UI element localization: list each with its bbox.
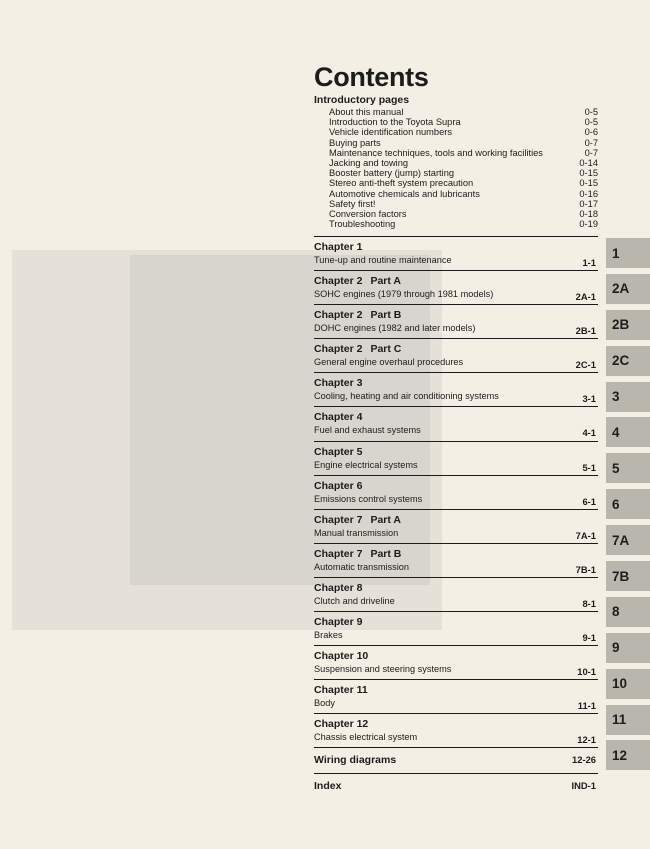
chapter-page: 12-1 xyxy=(577,734,596,746)
chapter-tab[interactable]: 2C xyxy=(606,346,650,376)
chapter-tab[interactable]: 12 xyxy=(606,740,650,770)
chapter-number: Chapter 8 xyxy=(314,581,363,594)
intro-label: Stereo anti-theft system precaution xyxy=(329,178,474,189)
chapter-page: 9-1 xyxy=(582,632,596,644)
intro-label: Safety first! xyxy=(329,198,376,209)
chapter-entry[interactable] xyxy=(314,270,598,304)
chapter-number: Chapter 3 xyxy=(314,377,363,390)
chapter-number: Chapter 7 xyxy=(314,547,363,560)
chapter-page: 11-1 xyxy=(577,700,596,712)
chapter-part: Part B xyxy=(370,309,402,322)
chapter-tab[interactable]: 2A xyxy=(606,274,650,304)
chapter-entry[interactable] xyxy=(314,475,598,509)
wiring-diagrams-entry[interactable] xyxy=(314,747,598,773)
chapter-page: 1-1 xyxy=(582,257,596,268)
chapter-title: Manual transmission xyxy=(314,527,399,538)
chapter-tab[interactable]: 3 xyxy=(606,382,650,412)
list-item[interactable] xyxy=(329,219,598,229)
wiring-page: 12-26 xyxy=(572,754,596,766)
chapter-number: Chapter 5 xyxy=(314,445,363,458)
index-page: IND-1 xyxy=(571,780,596,792)
intro-page: 0-6 xyxy=(584,127,598,138)
chapter-number: Chapter 2 xyxy=(314,309,363,322)
chapter-number: Chapter 7 xyxy=(314,513,363,526)
chapter-entry[interactable] xyxy=(314,441,598,475)
chapter-entry[interactable] xyxy=(314,611,598,645)
chapter-number: Chapter 4 xyxy=(314,411,363,424)
chapter-entry[interactable] xyxy=(314,645,598,679)
chapter-title: Automatic transmission xyxy=(314,561,409,572)
contents-header xyxy=(314,60,598,229)
chapter-title: Fuel and exhaust systems xyxy=(314,425,421,436)
intro-label: Maintenance techniques, tools and working facilities xyxy=(329,147,543,158)
intro-label: Vehicle identification numbers xyxy=(329,127,452,138)
wiring-label: Wiring diagrams xyxy=(314,754,397,767)
chapter-page: 10-1 xyxy=(577,666,596,678)
intro-label: Booster battery (jump) starting xyxy=(329,168,455,179)
list-item[interactable] xyxy=(329,148,598,158)
chapter-entry[interactable] xyxy=(314,338,598,372)
intro-page: 0-17 xyxy=(579,198,598,209)
chapter-tab[interactable]: 6 xyxy=(606,489,650,519)
chapter-tab[interactable]: 10 xyxy=(606,669,650,699)
chapter-entry[interactable] xyxy=(314,509,598,543)
intro-label: Buying parts xyxy=(329,137,381,148)
chapter-entry[interactable] xyxy=(314,577,598,611)
chapter-number: Chapter 11 xyxy=(314,684,368,697)
chapter-tab[interactable]: 9 xyxy=(606,633,650,663)
intro-label: Troubleshooting xyxy=(329,219,396,230)
chapter-tab[interactable]: 4 xyxy=(606,417,650,447)
index-entry[interactable] xyxy=(314,773,598,799)
chapter-title: Suspension and steering systems xyxy=(314,664,452,675)
chapter-title: DOHC engines (1982 and later models) xyxy=(314,323,476,334)
chapter-page: 5-1 xyxy=(582,461,596,473)
list-item[interactable] xyxy=(329,209,598,219)
chapter-title: Emissions control systems xyxy=(314,493,423,504)
intro-list xyxy=(329,107,598,229)
chapter-list xyxy=(314,236,598,799)
chapter-page: 2A-1 xyxy=(575,291,596,303)
chapter-number: Chapter 2 xyxy=(314,275,363,288)
chapter-title: Brakes xyxy=(314,630,343,641)
chapter-entry[interactable] xyxy=(314,679,598,713)
intro-label: Jacking and towing xyxy=(329,158,409,169)
chapter-entry[interactable] xyxy=(314,236,598,270)
chapter-tabs xyxy=(606,238,650,776)
chapter-page: 4-1 xyxy=(582,427,596,439)
chapter-title: Chassis electrical system xyxy=(314,732,418,743)
chapter-title: Cooling, heating and air conditioning systems xyxy=(314,391,499,402)
chapter-number: Chapter 10 xyxy=(314,650,369,663)
list-item[interactable] xyxy=(329,138,598,148)
chapter-title: Engine electrical systems xyxy=(314,459,418,470)
chapter-page: 2C-1 xyxy=(575,359,596,371)
chapter-tab[interactable]: 8 xyxy=(606,597,650,627)
chapter-page: 2B-1 xyxy=(575,325,596,337)
chapter-title: Tune-up and routine maintenance xyxy=(314,255,452,265)
list-item[interactable] xyxy=(329,107,598,117)
intro-page: 0-5 xyxy=(584,117,598,128)
chapter-entry[interactable] xyxy=(314,406,598,440)
intro-page: 0-7 xyxy=(584,137,598,148)
intro-label: Introduction to the Toyota Supra xyxy=(329,117,461,128)
chapter-number: Chapter 2 xyxy=(314,343,363,356)
chapter-tab[interactable]: 11 xyxy=(606,705,650,735)
chapter-number: Chapter 12 xyxy=(314,718,369,731)
intro-label: About this manual xyxy=(329,107,404,117)
intro-label: Conversion factors xyxy=(329,209,407,220)
intro-page: 0-15 xyxy=(579,178,598,189)
chapter-title: SOHC engines (1979 through 1981 models) xyxy=(314,289,494,300)
intro-label: Automotive chemicals and lubricants xyxy=(329,188,480,199)
chapter-part: Part B xyxy=(370,547,402,560)
chapter-tab[interactable]: 5 xyxy=(606,453,650,483)
chapter-page: 3-1 xyxy=(582,393,596,405)
intro-page: 0-15 xyxy=(579,168,598,179)
intro-page: 0-14 xyxy=(579,158,598,169)
chapter-title: Clutch and driveline xyxy=(314,595,395,606)
chapter-tab[interactable]: 7B xyxy=(606,561,650,591)
chapter-part: Part C xyxy=(370,343,402,356)
chapter-entry[interactable] xyxy=(314,304,598,338)
intro-heading: Introductory pages xyxy=(314,94,410,106)
list-item[interactable] xyxy=(329,178,598,188)
intro-page: 0-18 xyxy=(579,209,598,220)
chapter-tab[interactable]: 2B xyxy=(606,310,650,340)
chapter-entry[interactable] xyxy=(314,372,598,406)
list-item[interactable] xyxy=(329,158,598,168)
intro-page: 0-7 xyxy=(584,147,598,158)
chapter-page: 6-1 xyxy=(582,495,596,507)
chapter-page: 7A-1 xyxy=(575,529,596,541)
chapter-part: Part A xyxy=(370,513,401,526)
chapter-page: 7B-1 xyxy=(575,563,596,575)
intro-page: 0-5 xyxy=(584,107,598,117)
list-item[interactable] xyxy=(329,189,598,199)
chapter-title: General engine overhaul procedures xyxy=(314,357,464,368)
list-item[interactable] xyxy=(329,168,598,178)
page-title: Contents xyxy=(314,62,429,92)
list-item[interactable] xyxy=(329,127,598,137)
chapter-number: Chapter 9 xyxy=(314,616,363,629)
intro-page: 0-16 xyxy=(579,188,598,199)
chapter-tab[interactable]: 7A xyxy=(606,525,650,555)
chapter-part: Part A xyxy=(370,275,401,288)
list-item[interactable] xyxy=(329,199,598,209)
list-item[interactable] xyxy=(329,117,598,127)
chapter-page: 8-1 xyxy=(582,597,596,609)
chapter-title: Body xyxy=(314,698,335,709)
chapter-tab[interactable]: 1 xyxy=(606,238,650,268)
intro-page: 0-19 xyxy=(579,219,598,230)
chapter-entry[interactable] xyxy=(314,713,598,747)
chapter-entry[interactable] xyxy=(314,543,598,577)
index-label: Index xyxy=(314,780,342,793)
chapter-number: Chapter 1 xyxy=(314,241,363,253)
chapter-number: Chapter 6 xyxy=(314,479,363,492)
